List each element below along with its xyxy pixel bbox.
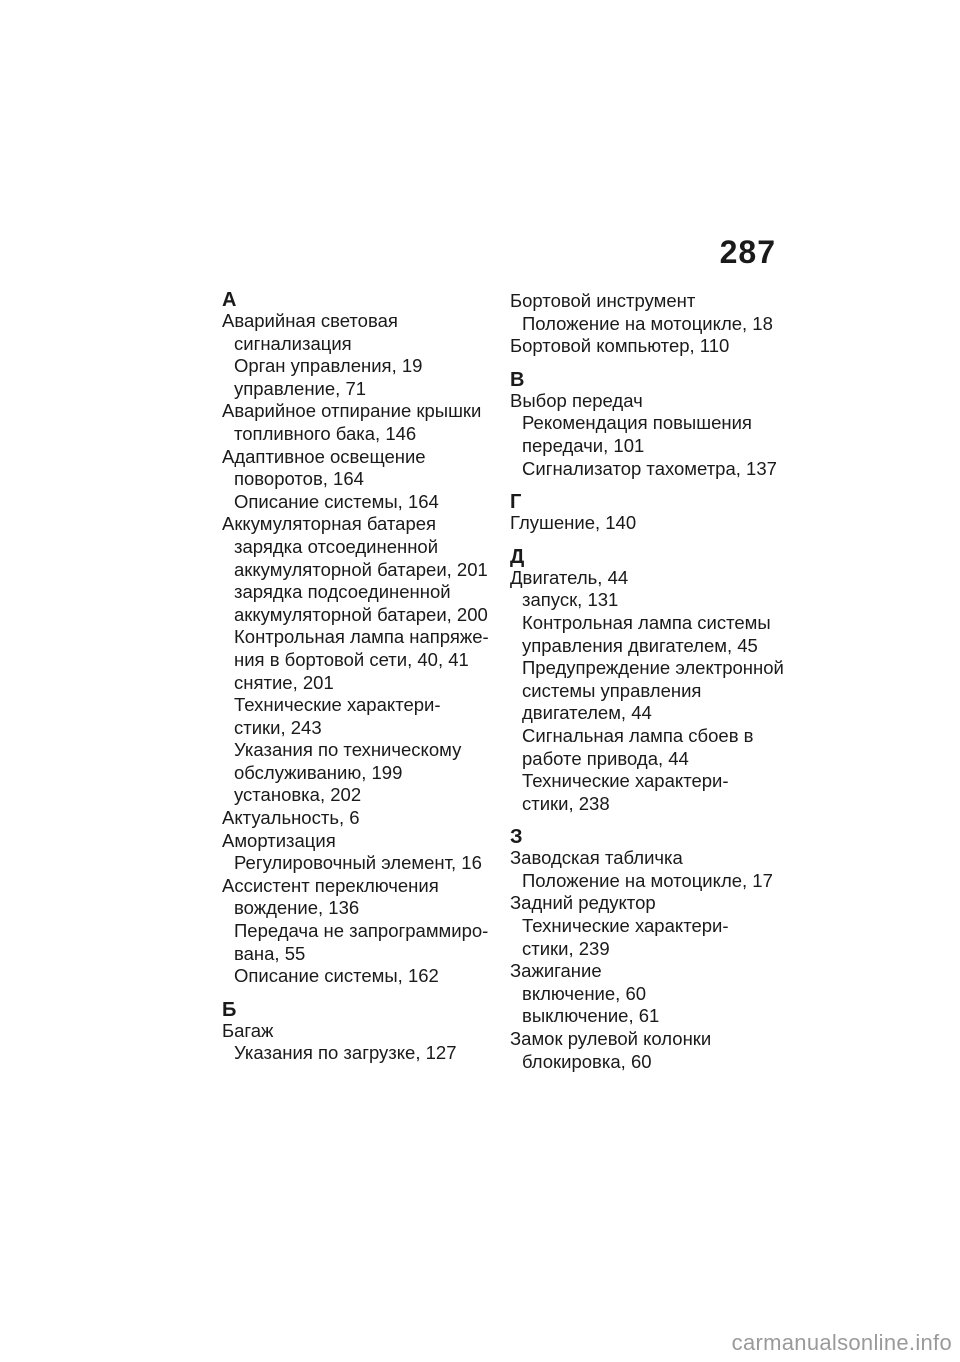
index-section <box>222 290 502 988</box>
index-subentry: Описание системы, 164 <box>234 490 439 512</box>
index-term: Бортовой компьютер, 110 <box>510 335 730 357</box>
index-term: Багаж <box>222 1019 274 1041</box>
index-entry <box>510 892 790 960</box>
index-subentry: Положение на мотоцикле, 17 <box>522 869 773 891</box>
page-number: 287 <box>719 234 776 270</box>
index-subentry: Технические характери- <box>522 915 729 937</box>
index-subentry: Сигнальная лампа сбоев в <box>522 724 754 746</box>
index-term: Аварийная световая <box>222 310 398 331</box>
index-term: Ассистент переключения <box>222 874 439 896</box>
index-subentry: управления двигателем, 45 <box>522 634 758 656</box>
index-term: Зажигание <box>510 960 602 982</box>
index-column-right <box>510 290 790 1073</box>
index-subentry: выключение, 61 <box>522 1005 660 1027</box>
index-entry <box>510 512 790 535</box>
index-subentry: зарядка отсоединенной <box>234 535 439 557</box>
index-subentry: двигателем, 44 <box>522 702 652 724</box>
section-letter: А <box>222 289 237 311</box>
index-subentry: передачи, 101 <box>522 434 645 456</box>
index-subentry: Указания по загрузке, 127 <box>234 1042 457 1064</box>
index-subentry: Орган управления, 19 <box>234 355 423 377</box>
index-subentry: поворотов, 164 <box>234 468 364 490</box>
index-term: Аварийное отпирание крышки <box>222 400 482 422</box>
section-letter: Г <box>510 491 522 514</box>
index-subentry: вана, 55 <box>234 942 306 964</box>
index-subentry: Сигнализатор тахометра, 137 <box>522 457 777 479</box>
index-subentry: зарядка подсоединенной <box>234 581 451 603</box>
index-term: Выбор передач <box>510 389 643 411</box>
index-entry <box>222 400 502 445</box>
index-subentry: Регулировочный элемент, 16 <box>234 852 482 874</box>
index-subentry: Положение на мотоцикле, 18 <box>522 312 773 334</box>
index-subentry: запуск, 131 <box>522 589 619 611</box>
index-term: Аккумуляторная батарея <box>222 513 437 535</box>
index-subentry: обслуживанию, 199 <box>234 761 403 783</box>
index-entry <box>510 390 790 480</box>
index-subentry: Описание системы, 162 <box>234 965 439 987</box>
index-subentry: работе привода, 44 <box>522 747 689 769</box>
index-subentry: системы управления <box>522 679 702 701</box>
index-entry <box>510 290 790 335</box>
index-subentry: стики, 238 <box>522 792 610 814</box>
index-subentry: сигнализация <box>234 332 352 354</box>
index-entry <box>510 1028 790 1073</box>
index-subentry: ния в бортовой сети, 40, 41 <box>234 648 469 670</box>
index-term: Задний редуктор <box>510 892 656 914</box>
index-entry <box>222 446 502 514</box>
index-subentry: управление, 71 <box>234 377 367 399</box>
index-column-left <box>222 290 502 1065</box>
index-term: Амортизация <box>222 829 336 851</box>
index-section <box>510 547 790 816</box>
index-entry <box>510 960 790 1028</box>
section-letter: З <box>510 826 523 849</box>
watermark: carmanualsonline.info <box>731 1330 952 1355</box>
index-entry <box>222 830 502 875</box>
index-subentry: установка, 202 <box>234 784 362 806</box>
index-term: Двигатель, 44 <box>510 566 629 588</box>
index-subentry: топливного бака, 146 <box>234 422 417 444</box>
index-subentry: аккумуляторной батареи, 201 <box>234 558 488 580</box>
index-subentry: Предупреждение электронной <box>522 657 784 679</box>
index-subentry: стики, 243 <box>234 716 322 738</box>
index-entry <box>222 807 502 830</box>
index-subentry: Контрольная лампа системы <box>522 611 771 633</box>
index-section <box>510 290 790 358</box>
index-section <box>510 370 790 480</box>
index-subentry: блокировка, 60 <box>522 1050 652 1072</box>
index-term: Глушение, 140 <box>510 512 637 534</box>
index-section <box>222 1000 502 1065</box>
index-entry <box>510 567 790 816</box>
index-entry <box>222 875 502 988</box>
index-entry <box>510 847 790 892</box>
index-subentry: Указания по техническому <box>234 739 462 761</box>
index-subentry: снятие, 201 <box>234 671 334 693</box>
section-letter: Б <box>222 998 237 1021</box>
index-subentry: Передача не запрограммиро- <box>234 920 489 942</box>
index-subentry: Технические характери- <box>522 770 729 792</box>
section-letter: Д <box>510 545 525 568</box>
index-subentry: Технические характери- <box>234 694 441 716</box>
index-entry <box>510 335 790 358</box>
index-entry <box>222 513 502 807</box>
index-subentry: включение, 60 <box>522 982 647 1004</box>
index-entry <box>222 1020 502 1065</box>
index-subentry: Рекомендация повышения <box>522 412 752 434</box>
index-term: Бортовой инструмент <box>510 290 696 311</box>
section-letter: В <box>510 368 525 391</box>
index-subentry: Контрольная лампа напряже- <box>234 626 489 648</box>
index-subentry: аккумуляторной батареи, 200 <box>234 603 488 625</box>
index-entry <box>222 310 502 400</box>
index-term: Замок рулевой колонки <box>510 1028 712 1050</box>
index-subentry: стики, 239 <box>522 937 610 959</box>
index-subentry: вождение, 136 <box>234 897 360 919</box>
index-term: Адаптивное освещение <box>222 445 426 467</box>
index-term: Заводская табличка <box>510 847 683 869</box>
index-section <box>510 492 790 535</box>
index-section <box>510 827 790 1073</box>
index-term: Актуальность, 6 <box>222 807 360 829</box>
